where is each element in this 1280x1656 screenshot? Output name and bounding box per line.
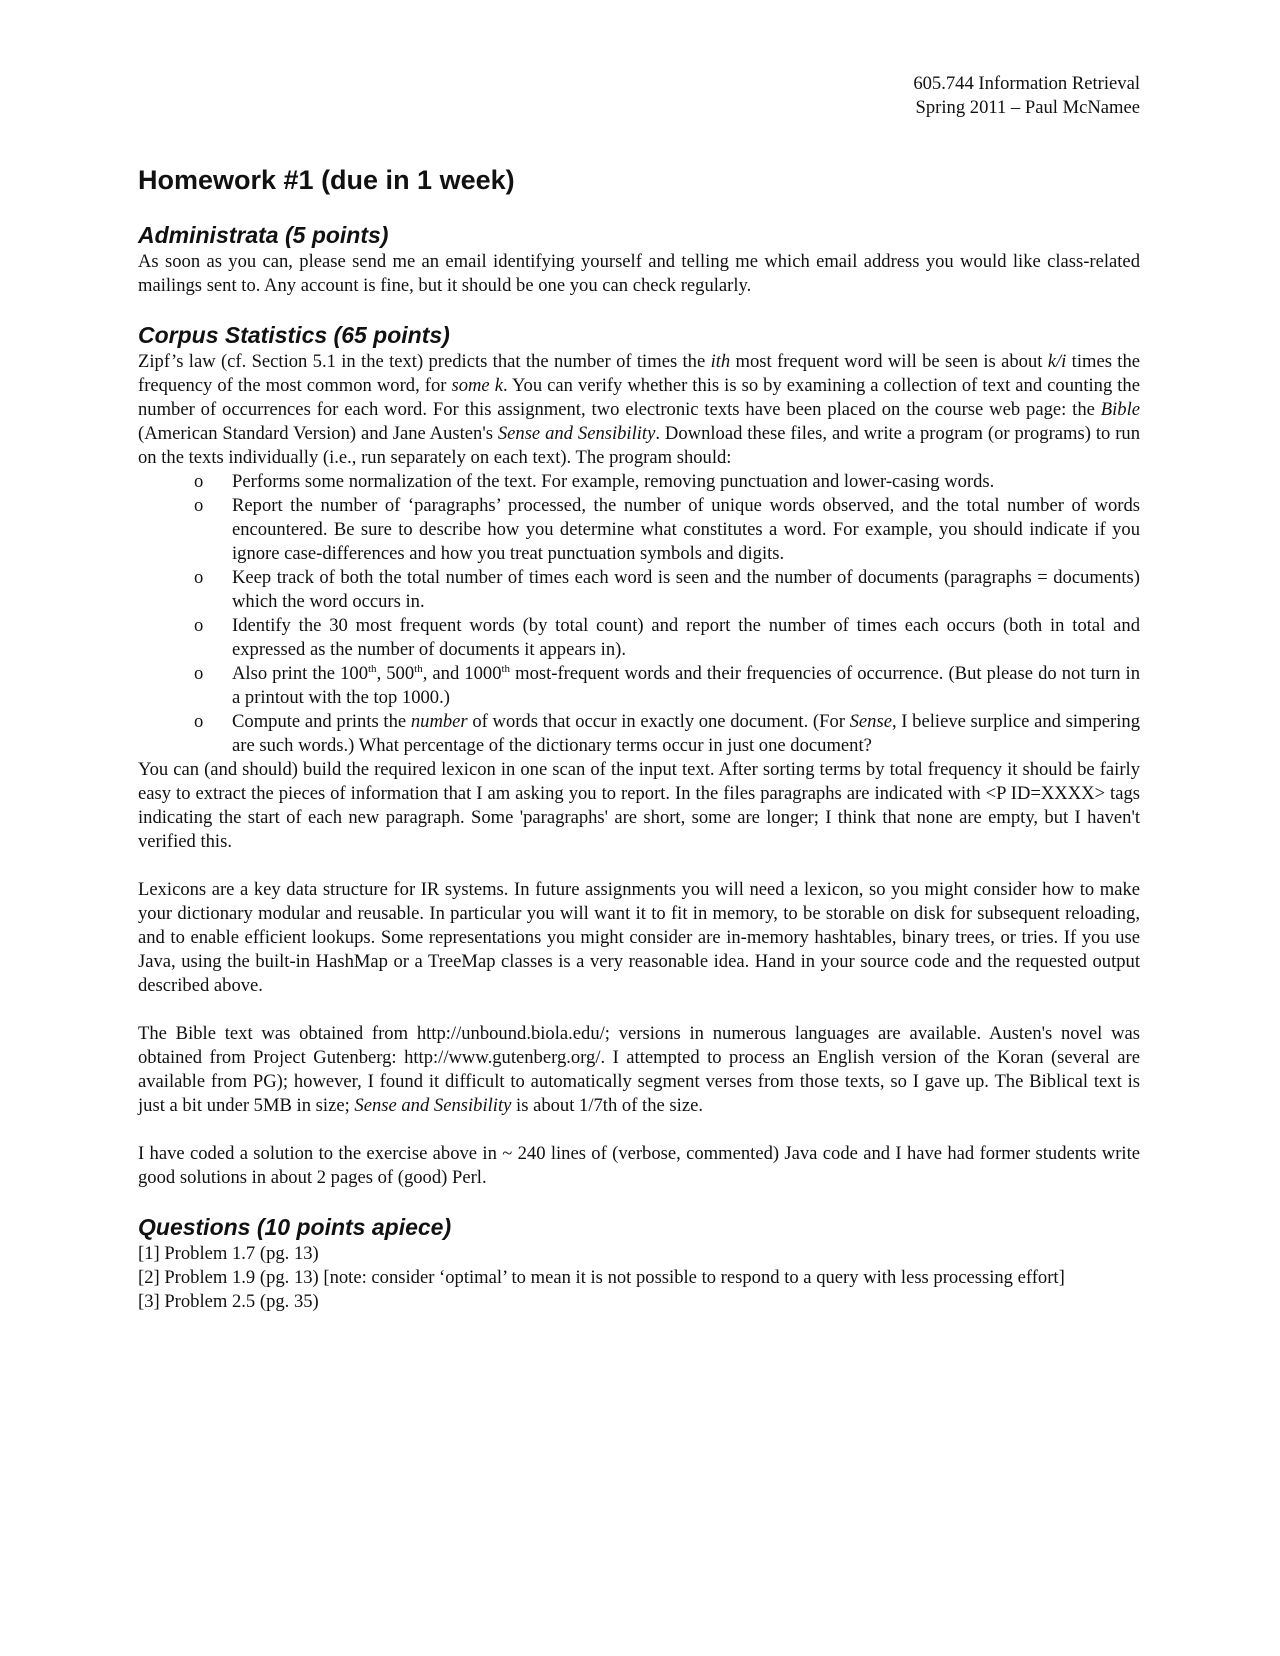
sources-paragraph: The Bible text was obtained from http://unbound.biola.edu/; versions in numerous languages are available. Austen's novel was obtained from Project Gutenberg: http://www.gutenberg.org/. I attempted to process an English version of the Koran (several are available from PG); however, I found it difficult to automatically segment verses from those texts, so I gave up. The Biblical text is just a bit under 5MB in size; Sense and Sensibility is about 1/7th of the size.: [138, 1023, 1140, 1116]
list-item: o Compute and prints the number of words that occur in exactly one document. (For Sense, I believe surplice and simpering are such words.) What percentage of the dictionary terms occur in just one document?: [194, 711, 1140, 756]
corpus-intro-paragraph: Zipf’s law (cf. Section 5.1 in the text) predicts that the number of times the ith most frequent word will be seen is about k/i times the frequency of the most common word, for some k. You can verify whether this is so by examining a collection of text and counting the number of occurrences for each word. For this assignment, two electronic texts have been placed on the course web page: the Bible (American Standard Version) and Jane Austen's Sense and Sensibility. Download these files, and write a program (or programs) to run on the texts individually (i.e., run separately on each text). The program should:: [138, 351, 1141, 468]
list-item: o Keep track of both the total number of times each word is seen and the number of documents (paragraphs = documents) which the word occurs in.: [194, 567, 1140, 612]
section-heading-questions: Questions (10 points apiece): [138, 1214, 452, 1240]
bullet-marker: o: [194, 471, 204, 492]
section-heading-corpus-statistics: Corpus Statistics (65 points): [138, 322, 450, 348]
administrata-paragraph: As soon as you can, please send me an email identifying yourself and telling me which email address you would like class-related mailings sent to. Any account is fine, but it should be one you can check regularly.: [138, 251, 1140, 296]
term-instructor: Spring 2011 – Paul McNamee: [915, 97, 1140, 118]
questions-list: [138, 1242, 1140, 1314]
document-header: [138, 72, 1140, 120]
document-page: [138, 72, 1140, 1314]
list-item: o Identify the 30 most frequent words (by total count) and report the number of times each occurs (both in total and expressed as the number of documents it appears in).: [194, 615, 1140, 660]
list-item: o Performs some normalization of the text. For example, removing punctuation and lower-casing words.: [194, 471, 995, 492]
bullet-marker: o: [194, 615, 204, 636]
list-item: [3] Problem 2.5 (pg. 35): [138, 1291, 319, 1312]
bullet-marker: o: [194, 663, 204, 684]
bullet-marker: o: [194, 711, 204, 732]
lexicon-scan-paragraph: You can (and should) build the required lexicon in one scan of the input text. After sorting terms by total frequency it should be fairly easy to extract the pieces of information that I am asking you to report. In the files paragraphs are indicated with <P ID=XXXX> tags indicating the start of each new paragraph. Some 'paragraphs' are short, some are longer; I think that none are empty, but I haven't verified this.: [138, 759, 1140, 852]
solution-paragraph: I have coded a solution to the exercise above in ~ 240 lines of (verbose, commented) Java code and I have had former students write good solutions in about 2 pages of (good) Perl.: [138, 1143, 1140, 1188]
emphasis-sense-and-sensibility: Sense and Sensibility: [354, 1095, 512, 1116]
list-item: o Also print the 100th, 500th, and 1000th most-frequent words and their frequencies of occurrence. (But please do not turn in a printout with the top 1000.): [194, 663, 1141, 708]
emphasis-bible: Bible: [1100, 399, 1140, 420]
page-title: Homework #1 (due in 1 week): [138, 165, 515, 195]
bullet-marker: o: [194, 567, 204, 588]
bullet-marker: o: [194, 495, 204, 516]
section-heading-administrata: Administrata (5 points): [138, 222, 389, 248]
list-item: [1] Problem 1.7 (pg. 13): [138, 1243, 319, 1264]
course-title: 605.744 Information Retrieval: [913, 73, 1140, 94]
emphasis-sense: Sense: [849, 711, 892, 732]
list-item: o Report the number of ‘paragraphs’ processed, the number of unique words observed, and the total number of words encountered. Be sure to describe how you determine what constitutes a word. For example, you should indicate if you ignore case-differences and how you treat punctuation symbols and digits.: [194, 495, 1140, 564]
emphasis-some-k: some k: [451, 375, 503, 396]
emphasis-ith: ith: [710, 351, 731, 372]
list-item: [2] Problem 1.9 (pg. 13) [note: consider ‘optimal’ to mean it is not possible to respond to a query with less processing effort]: [138, 1267, 1065, 1288]
emphasis-ki: k/i: [1047, 351, 1067, 372]
emphasis-sense-and-sensibility: Sense and Sensibility: [497, 423, 656, 444]
requirements-list: [138, 470, 1140, 758]
emphasis-number: number: [410, 711, 468, 732]
lexicons-paragraph: Lexicons are a key data structure for IR systems. In future assignments you will need a lexicon, so you might consider how to make your dictionary modular and reusable. In particular you will want it to fit in memory, to be storable on disk for subsequent reloading, and to enable efficient lookups. Some representations you might consider are in-memory hashtables, binary trees, or tries. If you use Java, using the built-in HashMap or a TreeMap classes is a very reasonable idea. Hand in your source code and the requested output described above.: [138, 879, 1140, 996]
